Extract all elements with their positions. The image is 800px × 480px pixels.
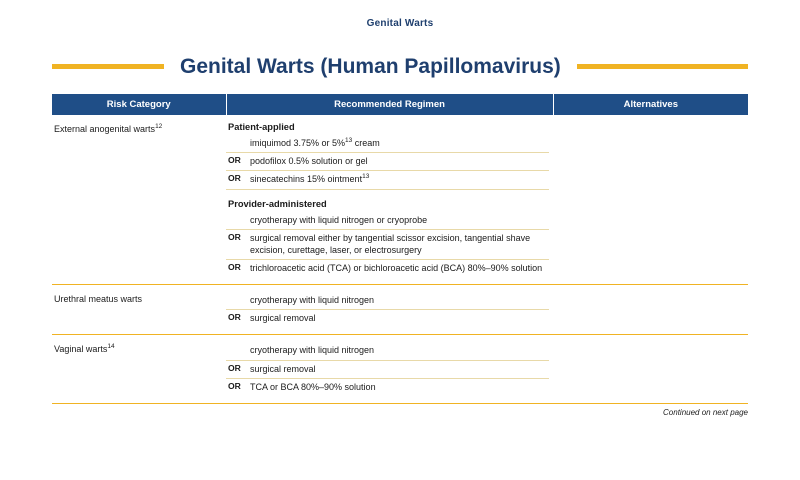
continued-note: Continued on next page	[663, 407, 748, 417]
regimen-option-tail: cream	[352, 138, 380, 149]
regimen-subhead-provider-administered: Provider-administered	[228, 198, 327, 209]
regimen-option	[226, 342, 549, 360]
alternatives-cell	[553, 335, 748, 403]
regimen-option-footnote: 13	[362, 173, 370, 181]
or-marker: OR	[228, 231, 241, 242]
regimen-option-text: surgical removal	[250, 313, 316, 324]
risk-category-cell	[52, 285, 226, 335]
or-marker: OR	[228, 261, 241, 272]
recommended-regimen-cell	[226, 115, 553, 284]
table-row	[52, 335, 748, 403]
regimen-option-footnote: 13	[345, 137, 353, 145]
regimen-option-text	[248, 173, 549, 185]
risk-category-label: External anogenital warts	[54, 124, 156, 135]
regimen-option	[226, 135, 549, 153]
title-rule-right	[577, 64, 748, 69]
table-header-row	[52, 94, 748, 115]
regimen-option	[226, 153, 549, 171]
page-title: Genital Warts (Human Papillomavirus)	[180, 55, 561, 78]
regimen-option-text: cryotherapy with liquid nitrogen	[250, 345, 375, 356]
regimen-table-wrap	[52, 94, 748, 404]
column-header-recommended-regimen: Recommended Regimen	[226, 94, 553, 115]
regimen-option-text: TCA or BCA 80%–90% solution	[250, 381, 376, 392]
recommended-regimen-cell	[226, 285, 553, 335]
regimen-option	[226, 260, 549, 277]
regimen-option	[226, 230, 549, 260]
regimen-option-text: cryotherapy with liquid nitrogen	[250, 295, 375, 306]
risk-category-label: Urethral meatus warts	[54, 294, 143, 305]
risk-category-footnote: 14	[107, 343, 115, 351]
regimen-option-main: imiquimod 3.75% or 5%	[250, 138, 346, 149]
regimen-option	[226, 310, 549, 327]
regimen-option	[226, 361, 549, 379]
risk-category-cell	[52, 115, 226, 284]
alternatives-cell	[553, 285, 748, 335]
or-marker: OR	[228, 312, 241, 323]
regimen-option-text: surgical removal either by tangential scissor excision, tangential shave excision, curettage, laser, or electrosurgery	[250, 232, 531, 255]
risk-category-cell	[52, 335, 226, 403]
title-row	[52, 55, 748, 78]
table-bottom-rule	[52, 403, 748, 404]
regimen-option-main: sinecatechins 15% ointment	[250, 174, 363, 185]
recommended-regimen-cell	[226, 335, 553, 403]
or-marker: OR	[228, 155, 241, 166]
regimen-subhead-patient-applied: Patient-applied	[228, 122, 295, 133]
table-row	[52, 285, 748, 335]
risk-category-footnote: 12	[155, 123, 163, 131]
table-row	[52, 115, 748, 284]
regimen-option	[226, 212, 549, 230]
or-marker: OR	[228, 173, 241, 184]
alternatives-cell	[553, 115, 748, 284]
table-header	[52, 94, 748, 115]
regimen-option-text: podofilox 0.5% solution or gel	[250, 156, 368, 167]
regimen-option	[226, 292, 549, 310]
column-header-alternatives: Alternatives	[553, 94, 748, 115]
risk-category-label: Vaginal warts	[54, 344, 108, 355]
regimen-table	[52, 94, 748, 403]
or-marker: OR	[228, 362, 241, 373]
title-rule-left	[52, 64, 164, 69]
regimen-option	[226, 171, 549, 189]
table-body	[52, 115, 748, 403]
running-head: Genital Warts	[366, 18, 434, 29]
regimen-option-text	[248, 137, 549, 149]
or-marker: OR	[228, 380, 241, 391]
regimen-option-text: trichloroacetic acid (TCA) or bichloroacetic acid (BCA) 80%–90% solution	[250, 262, 543, 273]
regimen-option-text: cryotherapy with liquid nitrogen or cryoprobe	[250, 214, 428, 225]
regimen-option	[226, 379, 549, 396]
column-header-risk-category: Risk Category	[52, 94, 226, 115]
regimen-option-text: surgical removal	[250, 363, 316, 374]
